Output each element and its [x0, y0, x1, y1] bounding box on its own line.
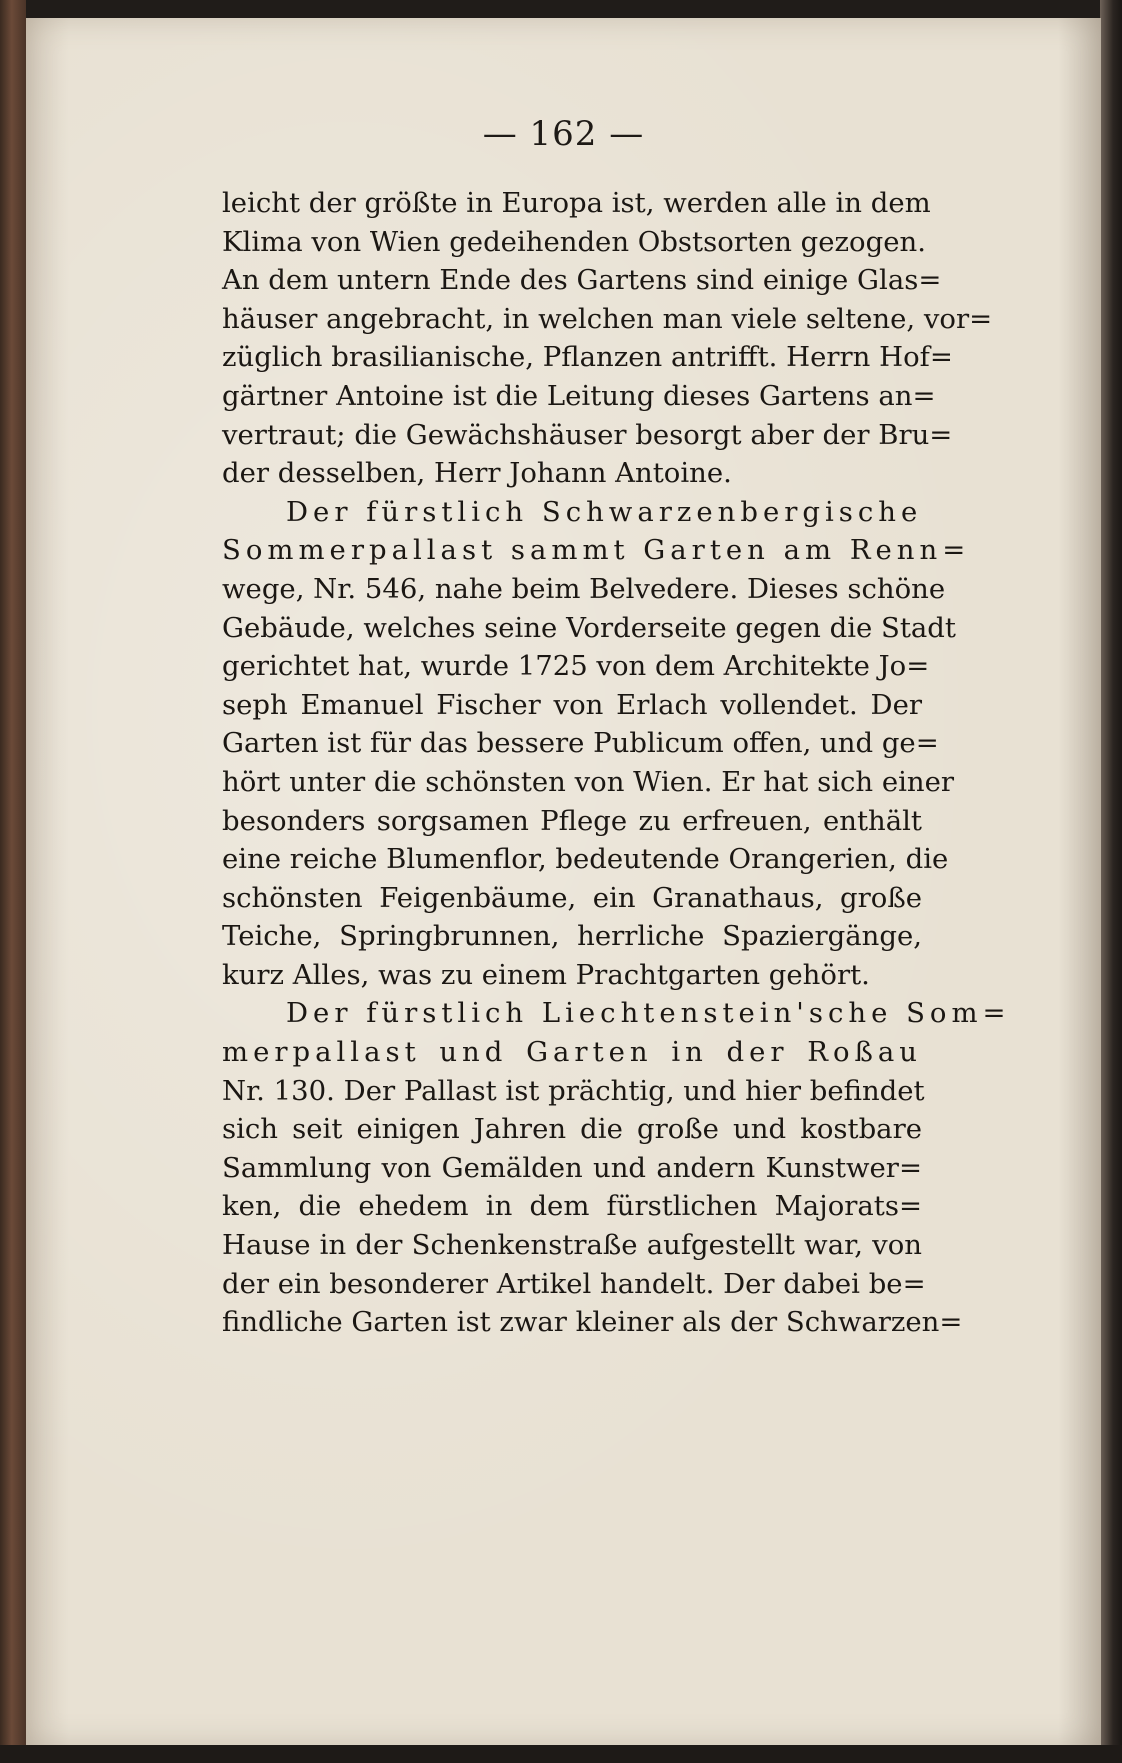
text-line: besonders sorgsamen Pflege zu erfreuen, enthält — [222, 804, 922, 837]
text-line: seph Emanuel Fischer von Erlach vollendet. Der — [222, 688, 922, 721]
text-line: hört unter die schönsten von Wien. Er hat sich einer — [222, 765, 955, 798]
text-line: ken, die ehedem in dem fürstlichen Majorats= — [222, 1190, 922, 1223]
text-line: Gebäude, welches seine Vorderseite gegen die Stadt — [222, 611, 956, 644]
text-line: Nr. 130. Der Pallast ist prächtig, und hier befindet — [222, 1074, 925, 1107]
body-text — [222, 184, 1011, 1342]
text-line: schönsten Feigenbäume, ein Granathaus, große — [222, 881, 922, 914]
page-stack-edge — [1100, 0, 1122, 1763]
text-line: merpallast und Garten in der Roßau — [222, 1036, 922, 1069]
book-page — [26, 18, 1101, 1746]
text-line: findliche Garten ist zwar kleiner als der Schwarzen= — [222, 1306, 963, 1339]
text-line: Hause in der Schenkenstraße aufgestellt war, von — [222, 1229, 922, 1262]
top-shadow-edge — [0, 0, 1122, 20]
text-line: vertraut; die Gewächshäuser besorgt aber der Bru= — [222, 418, 953, 451]
text-line: Der fürstlich Schwarzenbergische — [286, 495, 923, 528]
text-line: Teiche, Springbrunnen, herrliche Spaziergänge, — [222, 920, 922, 953]
text-line: Garten ist für das bessere Publicum offen, und ge= — [222, 727, 939, 760]
text-line: Der fürstlich Liechtenstein'sche Som= — [286, 997, 1011, 1030]
book-spine-edge — [0, 0, 26, 1763]
text-line: leicht der größte in Europa ist, werden alle in dem — [222, 187, 931, 219]
text-line: gerichtet hat, wurde 1725 von dem Architekte Jo= — [222, 650, 930, 683]
page-number: — 162 — — [482, 114, 645, 154]
text-line: Sommerpallast sammt Garten am Renn= — [222, 534, 971, 567]
bottom-shadow-edge — [0, 1745, 1122, 1763]
text-line: Sammlung von Gemälden und andern Kunstwer= — [222, 1151, 922, 1184]
text-line: eine reiche Blumenflor, bedeutende Orangerien, die — [222, 843, 949, 876]
text-line: wege, Nr. 546, nahe beim Belvedere. Dieses schöne — [222, 572, 946, 605]
text-line: kurz Alles, was zu einem Prachtgarten gehört. — [222, 958, 870, 991]
text-line: sich seit einigen Jahren die große und kostbare — [222, 1113, 922, 1146]
text-line: An dem untern Ende des Gartens sind einige Glas= — [222, 264, 942, 297]
text-line: züglich brasilianische, Pflanzen antrifft. Herrn Hof= — [222, 341, 953, 374]
text-line: häuser angebracht, in welchen man viele seltene, vor= — [222, 302, 993, 335]
text-line: der desselben, Herr Johann Antoine. — [222, 457, 732, 490]
text-line: gärtner Antoine ist die Leitung dieses Gartens an= — [222, 379, 936, 412]
text-line: Klima von Wien gedeihenden Obstsorten gezogen. — [222, 225, 926, 258]
text-line: der ein besonderer Artikel handelt. Der dabei be= — [222, 1267, 926, 1300]
